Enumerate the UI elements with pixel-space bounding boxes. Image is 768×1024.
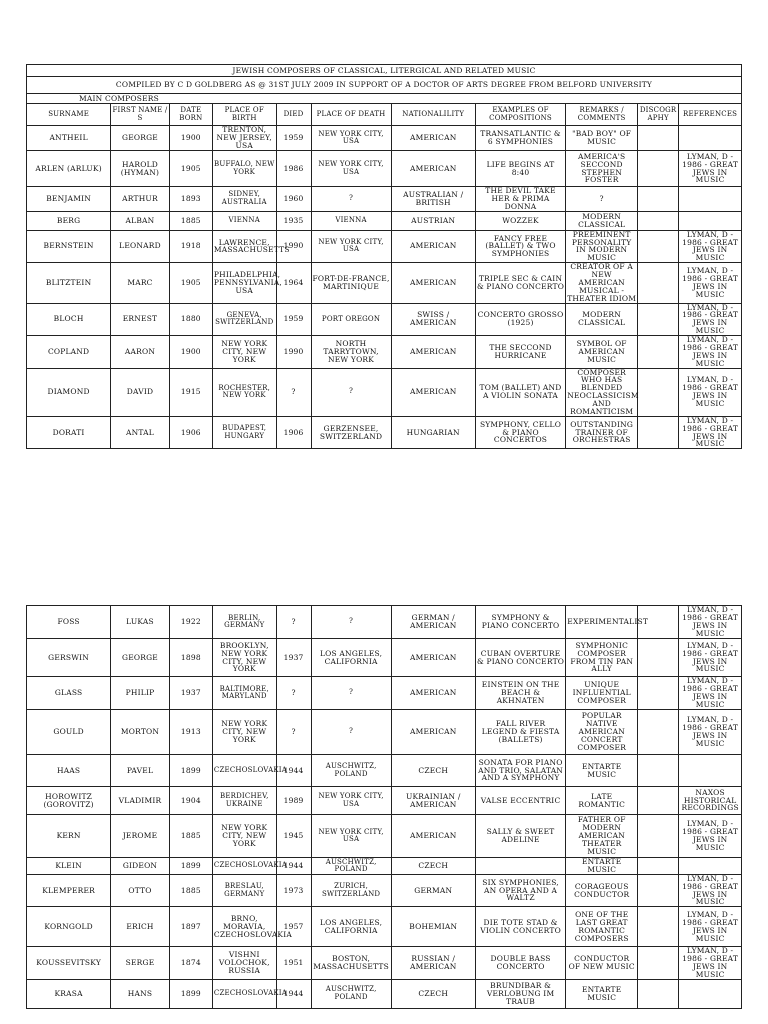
first-name-cell: LUKAS [111, 606, 170, 639]
first-name-cell: ERICH [111, 907, 170, 947]
references-cell: LYMAN, D - 1986 - GREAT JEWS IN MUSIC [679, 151, 742, 187]
place-of-birth-cell: PHILADELPHIA, PENNSYLVANIA, USA [212, 263, 276, 303]
references-cell [679, 979, 742, 1008]
date-born-cell: 1897 [169, 907, 212, 947]
nationality-cell: AUSTRIAN [391, 211, 475, 230]
references-cell: LYMAN, D - 1986 - GREAT JEWS IN MUSIC [679, 947, 742, 980]
remarks-cell: ? [566, 187, 638, 212]
remarks-cell: MODERN CLASSICAL [566, 211, 638, 230]
discography-cell [638, 677, 679, 710]
date-born-cell: 1937 [169, 677, 212, 710]
surname-cell: FOSS [27, 606, 111, 639]
died-cell: 1945 [276, 815, 311, 858]
first-name-cell: LEONARD [111, 230, 170, 263]
surname-cell: BLITZTEIN [27, 263, 111, 303]
place-of-birth-cell: NEW YORK CITY, NEW YORK [212, 815, 276, 858]
date-born-cell: 1885 [169, 874, 212, 907]
date-born-cell: 1918 [169, 230, 212, 263]
nationality-cell: AMERICAN [391, 126, 475, 151]
table-row [27, 874, 742, 907]
table-row [27, 979, 742, 1008]
place-of-birth-cell: TRENTON, NEW JERSEY, USA [212, 126, 276, 151]
compiled-by-line: COMPILED BY C D GOLDBERG AS @ 31ST JULY 2009 IN SUPPORT OF A DOCTOR OF ARTS DEGREE FROM BELFORD UNIVERSITY [27, 77, 742, 94]
discography-cell [638, 639, 679, 677]
header-examples: EXAMPLES OF COMPOSITIONS [475, 104, 565, 126]
died-cell: 1990 [276, 336, 311, 369]
first-name-cell: OTTO [111, 874, 170, 907]
examples-cell: TRIPLE SEC & CAIN & PIANO CONCERTO [475, 263, 565, 303]
place-of-birth-cell: CZECHOSLOVAKIA [212, 979, 276, 1008]
table-row [27, 151, 742, 187]
first-name-cell: ALBAN [111, 211, 170, 230]
first-name-cell: PHILIP [111, 677, 170, 710]
nationality-cell: AMERICAN [391, 336, 475, 369]
nationality-cell: SWISS / AMERICAN [391, 303, 475, 336]
died-cell: 1960 [276, 187, 311, 212]
examples-cell: DOUBLE BASS CONCERTO [475, 947, 565, 980]
first-name-cell: SERGE [111, 947, 170, 980]
table-body-page-2 [27, 606, 742, 1009]
place-of-death-cell: NEW YORK CITY, USA [311, 230, 391, 263]
header-place-of-death: PLACE OF DEATH [311, 104, 391, 126]
place-of-death-cell: ? [311, 710, 391, 755]
remarks-cell: CORAGEOUS CONDUCTOR [566, 874, 638, 907]
surname-cell: GLASS [27, 677, 111, 710]
nationality-cell: CZECH [391, 979, 475, 1008]
remarks-cell: EXPERIMENTALIST [566, 606, 638, 639]
place-of-death-cell: LOS ANGELES, CALIFORNIA [311, 639, 391, 677]
table-row [27, 303, 742, 336]
surname-cell: KRASA [27, 979, 111, 1008]
died-cell: 1957 [276, 907, 311, 947]
surname-cell: BERNSTEIN [27, 230, 111, 263]
examples-cell: WOZZEK [475, 211, 565, 230]
place-of-birth-cell: CZECHOSLOVAKIA [212, 755, 276, 787]
nationality-cell: AMERICAN [391, 677, 475, 710]
place-of-death-cell: NEW YORK CITY, USA [311, 126, 391, 151]
place-of-birth-cell: BRNO, MORAVIA, CZECHOSLOVAKIA [212, 907, 276, 947]
references-cell [679, 187, 742, 212]
nationality-cell: CZECH [391, 755, 475, 787]
remarks-cell: PREEMINENT PERSONALITY IN MODERN MUSIC [566, 230, 638, 263]
place-of-death-cell: VIENNA [311, 211, 391, 230]
date-born-cell: 1893 [169, 187, 212, 212]
nationality-cell: RUSSIAN / AMERICAN [391, 947, 475, 980]
date-born-cell: 1899 [169, 858, 212, 875]
place-of-death-cell: ? [311, 677, 391, 710]
examples-cell: THE DEVIL TAKE HER & PRIMA DONNA [475, 187, 565, 212]
date-born-cell: 1885 [169, 815, 212, 858]
remarks-cell: ENTARTE MUSIC [566, 755, 638, 787]
table-row [27, 677, 742, 710]
references-cell: LYMAN, D - 1986 - GREAT JEWS IN MUSIC [679, 874, 742, 907]
references-cell [679, 858, 742, 875]
died-cell: 1935 [276, 211, 311, 230]
place-of-death-cell: NEW YORK CITY, USA [311, 815, 391, 858]
place-of-birth-cell: NEW YORK CITY, NEW YORK [212, 336, 276, 369]
surname-cell: ANTHEIL [27, 126, 111, 151]
nationality-cell: AMERICAN [391, 639, 475, 677]
discography-cell [638, 947, 679, 980]
examples-cell: TOM (BALLET) AND A VIOLIN SONATA [475, 368, 565, 416]
discography-cell [638, 979, 679, 1008]
place-of-death-cell: AUSCHWITZ, POLAND [311, 755, 391, 787]
references-cell: LYMAN, D - 1986 - GREAT JEWS IN MUSIC [679, 606, 742, 639]
date-born-cell: 1874 [169, 947, 212, 980]
remarks-cell: MODERN CLASSICAL [566, 303, 638, 336]
section-label: MAIN COMPOSERS [27, 94, 213, 104]
died-cell: 1959 [276, 126, 311, 151]
surname-cell: KERN [27, 815, 111, 858]
discography-cell [638, 211, 679, 230]
place-of-birth-cell: BUDAPEST, HUNGARY [212, 416, 276, 449]
examples-cell: TRANSATLANTIC & 6 SYMPHONIES [475, 126, 565, 151]
place-of-birth-cell: BUFFALO, NEW YORK [212, 151, 276, 187]
date-born-cell: 1898 [169, 639, 212, 677]
place-of-death-cell: GERZENSEE, SWITZERLAND [311, 416, 391, 449]
place-of-death-cell: ? [311, 187, 391, 212]
discography-cell [638, 710, 679, 755]
surname-cell: KLEMPERER [27, 874, 111, 907]
nationality-cell: UKRAINIAN / AMERICAN [391, 787, 475, 815]
table-row [27, 815, 742, 858]
discography-cell [638, 187, 679, 212]
examples-cell: EINSTEIN ON THE BEACH & AKHNATEN [475, 677, 565, 710]
nationality-cell: AMERICAN [391, 263, 475, 303]
place-of-death-cell: BOSTON, MASSACHUSETTS [311, 947, 391, 980]
died-cell: 1986 [276, 151, 311, 187]
place-of-birth-cell: CZECHOSLOVAKIA [212, 858, 276, 875]
examples-cell: SONATA FOR PIANO AND TRIO, SALATAN AND A SYMPHONY [475, 755, 565, 787]
examples-cell: CONCERTO GROSSO (1925) [475, 303, 565, 336]
remarks-cell: CREATOR OF A NEW AMERICAN MUSICAL - THEATER IDIOM [567, 262, 637, 303]
header-nationality: NATIONALILITY [391, 104, 475, 126]
header-remarks: REMARKS / COMMENTS [566, 104, 638, 126]
references-cell: LYMAN, D - 1986 - GREAT JEWS IN MUSIC [679, 303, 742, 336]
place-of-death-cell: AUSCHWITZ, POLAND [311, 979, 391, 1008]
examples-cell: VALSE ECCENTRIC [475, 787, 565, 815]
header-references: REFERENCES [679, 104, 742, 126]
place-of-birth-cell: SIDNEY, AUSTRALIA [212, 187, 276, 212]
date-born-cell: 1913 [169, 710, 212, 755]
remarks-cell: SYMBOL OF AMERICAN MUSIC [566, 336, 638, 369]
place-of-death-cell: NEW YORK CITY, USA [311, 151, 391, 187]
examples-cell: CUBAN OVERTURE & PIANO CONCERTO [475, 639, 565, 677]
discography-cell [638, 755, 679, 787]
remarks-cell: ENTARTE MUSIC [566, 858, 638, 875]
header-date-born: DATE BORN [169, 104, 212, 126]
surname-cell: BENJAMIN [27, 187, 111, 212]
examples-cell: SALLY & SWEET ADELINE [475, 815, 565, 858]
remarks-cell: FATHER OF MODERN AMERICAN THEATER MUSIC [566, 815, 638, 858]
remarks-cell: CONDUCTOR OF NEW MUSIC [566, 947, 638, 980]
first-name-cell: VLADIMIR [111, 787, 170, 815]
first-name-cell: ERNEST [111, 303, 170, 336]
date-born-cell: 1899 [169, 755, 212, 787]
died-cell: 1937 [276, 639, 311, 677]
first-name-cell: PAVEL [111, 755, 170, 787]
nationality-cell: AMERICAN [391, 151, 475, 187]
died-cell: 1944 [276, 755, 311, 787]
discography-cell [638, 907, 679, 947]
remarks-cell: SYMPHONIC COMPOSER FROM TIN PAN ALLY [566, 639, 638, 677]
references-cell: LYMAN, D - 1986 - GREAT JEWS IN MUSIC [679, 639, 742, 677]
discography-cell [638, 416, 679, 449]
place-of-birth-cell: BROOKLYN, NEW YORK CITY, NEW YORK [212, 639, 276, 677]
first-name-cell: GIDEON [111, 858, 170, 875]
first-name-cell: DAVID [111, 368, 170, 416]
examples-cell: FANCY FREE (BALLET) & TWO SYMPHONIES [475, 230, 565, 263]
date-born-cell: 1922 [169, 606, 212, 639]
first-name-cell: GEORGE [111, 126, 170, 151]
date-born-cell: 1905 [169, 263, 212, 303]
remarks-cell: "BAD BOY" OF MUSIC [566, 126, 638, 151]
date-born-cell: 1905 [169, 151, 212, 187]
place-of-birth-cell: VISHNI VOLOCHOK, RUSSIA [212, 947, 276, 980]
died-cell: 1973 [276, 874, 311, 907]
table-row [27, 858, 742, 875]
table-row [27, 126, 742, 151]
nationality-cell: AMERICAN [391, 815, 475, 858]
first-name-cell: ANTAL [111, 416, 170, 449]
discography-cell [638, 263, 679, 303]
references-cell: LYMAN, D - 1986 - GREAT JEWS IN MUSIC [679, 677, 742, 710]
first-name-cell: HANS [111, 979, 170, 1008]
surname-cell: BERG [27, 211, 111, 230]
header-died: DIED [276, 104, 311, 126]
first-name-cell: GEORGE [111, 639, 170, 677]
place-of-birth-cell: BERLIN, GERMANY [212, 606, 276, 639]
table-body-page-1 [27, 126, 742, 449]
date-born-cell: 1904 [169, 787, 212, 815]
died-cell: 1989 [276, 787, 311, 815]
header-surname: SURNAME [27, 104, 111, 126]
table-row [27, 907, 742, 947]
died-cell: ? [276, 677, 311, 710]
nationality-cell: AMERICAN [391, 368, 475, 416]
surname-cell: COPLAND [27, 336, 111, 369]
references-cell [679, 211, 742, 230]
remarks-cell: LATE ROMANTIC [566, 787, 638, 815]
table-row [27, 336, 742, 369]
discography-cell [638, 874, 679, 907]
date-born-cell: 1880 [169, 303, 212, 336]
surname-cell: DIAMOND [27, 368, 111, 416]
table-row [27, 947, 742, 980]
table-row [27, 211, 742, 230]
surname-cell: ARLEN (ARLUK) [27, 151, 111, 187]
surname-cell: HOROWITZ (GOROVITZ) [27, 787, 111, 815]
references-cell: LYMAN, D - 1986 - GREAT JEWS IN MUSIC [679, 230, 742, 263]
discography-cell [638, 858, 679, 875]
discography-cell [638, 303, 679, 336]
date-born-cell: 1900 [169, 126, 212, 151]
table-row [27, 416, 742, 449]
first-name-cell: MORTON [111, 710, 170, 755]
examples-cell: LIFE BEGINS AT 8:40 [475, 151, 565, 187]
header-first-name: FIRST NAME / S [111, 104, 170, 126]
place-of-death-cell: NEW YORK CITY, USA [311, 787, 391, 815]
nationality-cell: GERMAN [391, 874, 475, 907]
place-of-death-cell: NORTH TARRYTOWN, NEW YORK [311, 336, 391, 369]
examples-cell: DIE TOTE STAD & VIOLIN CONCERTO [475, 907, 565, 947]
date-born-cell: 1906 [169, 416, 212, 449]
surname-cell: DORATI [27, 416, 111, 449]
surname-cell: KOUSSEVITSKY [27, 947, 111, 980]
nationality-cell: BOHEMIAN [391, 907, 475, 947]
surname-cell: GERSWIN [27, 639, 111, 677]
place-of-birth-cell: LAWRENCE, MASSACHUSETTS [212, 230, 276, 263]
examples-cell: THE SECCOND HURRICANE [475, 336, 565, 369]
died-cell: ? [276, 606, 311, 639]
discography-cell [638, 787, 679, 815]
examples-cell [475, 858, 565, 875]
place-of-death-cell: LOS ANGELES, CALIFORNIA [311, 907, 391, 947]
table-row [27, 787, 742, 815]
first-name-cell: MARC [111, 263, 170, 303]
references-cell [679, 126, 742, 151]
table-row [27, 187, 742, 212]
died-cell: 1951 [276, 947, 311, 980]
table-row [27, 639, 742, 677]
table-row [27, 710, 742, 755]
table-row [27, 755, 742, 787]
place-of-birth-cell: NEW YORK CITY, NEW YORK [212, 710, 276, 755]
place-of-birth-cell: BRESLAU, GERMANY [212, 874, 276, 907]
place-of-birth-cell: BALTIMORE, MARYLAND [212, 677, 276, 710]
table-row [27, 230, 742, 263]
discography-cell [638, 230, 679, 263]
references-cell: NAXOS HISTORICAL RECORDINGS [679, 787, 742, 815]
surname-cell: BLOCH [27, 303, 111, 336]
references-cell: LYMAN, D - 1986 - GREAT JEWS IN MUSIC [679, 710, 742, 755]
references-cell [679, 755, 742, 787]
place-of-birth-cell: GENEVA, SWITZERLAND [212, 303, 276, 336]
examples-cell: SYMPHONY & PIANO CONCERTO [475, 606, 565, 639]
discography-cell [638, 815, 679, 858]
place-of-death-cell: ? [311, 606, 391, 639]
remarks-cell: ENTARTE MUSIC [566, 979, 638, 1008]
date-born-cell: 1900 [169, 336, 212, 369]
remarks-cell: POPULAR NATIVE AMERICAN CONCERT COMPOSER [566, 710, 638, 755]
discography-cell [638, 126, 679, 151]
header-place-of-birth: PLACE OF BIRTH [212, 104, 276, 126]
table-row [27, 368, 742, 416]
composers-table-page-1 [26, 64, 742, 449]
first-name-cell: JEROME [111, 815, 170, 858]
died-cell: 1944 [276, 858, 311, 875]
table-row [27, 263, 742, 303]
place-of-birth-cell: VIENNA [212, 211, 276, 230]
discography-cell [638, 368, 679, 416]
references-cell: LYMAN, D - 1986 - GREAT JEWS IN MUSIC [679, 907, 742, 947]
discography-cell [638, 151, 679, 187]
references-cell: LYMAN, D - 1986 - GREAT JEWS IN MUSIC [679, 815, 742, 858]
nationality-cell: AMERICAN [391, 710, 475, 755]
remarks-cell: OUTSTANDING TRAINER OF ORCHESTRAS [566, 416, 638, 449]
died-cell: 1959 [276, 303, 311, 336]
examples-cell: SYMPHONY, CELLO & PIANO CONCERTOS [475, 416, 565, 449]
place-of-death-cell: ? [311, 368, 391, 416]
nationality-cell: AMERICAN [391, 230, 475, 263]
died-cell: ? [276, 368, 311, 416]
surname-cell: HAAS [27, 755, 111, 787]
date-born-cell: 1915 [169, 368, 212, 416]
remarks-cell: AMERICA'S SECCOND STEPHEN FOSTER [566, 151, 638, 187]
examples-cell: SIX SYMPHONIES, AN OPERA AND A WALTZ [475, 874, 565, 907]
header-row [27, 104, 742, 126]
died-cell: 1964 [276, 263, 311, 303]
header-discography: DISCOGR APHY [638, 104, 679, 126]
references-cell: LYMAN, D - 1986 - GREAT JEWS IN MUSIC [679, 336, 742, 369]
nationality-cell: GERMAN / AMERICAN [391, 606, 475, 639]
place-of-birth-cell: ROCHESTER, NEW YORK [212, 368, 276, 416]
date-born-cell: 1885 [169, 211, 212, 230]
first-name-cell: ARTHUR [111, 187, 170, 212]
place-of-death-cell: ZURICH, SWITZERLAND [311, 874, 391, 907]
table-row [27, 606, 742, 639]
remarks-cell: ONE OF THE LAST GREAT ROMANTIC COMPOSERS [566, 907, 638, 947]
discography-cell [638, 336, 679, 369]
died-cell: 1944 [276, 979, 311, 1008]
surname-cell: KORNGOLD [27, 907, 111, 947]
composers-table-page-2 [26, 605, 742, 1009]
date-born-cell: 1899 [169, 979, 212, 1008]
references-cell: LYMAN, D - 1986 - GREAT JEWS IN MUSIC [679, 416, 742, 449]
document-title: JEWISH COMPOSERS OF CLASSICAL, LITERGICAL AND RELATED MUSIC [27, 65, 742, 77]
section-label-filler [212, 94, 741, 104]
died-cell: ? [276, 710, 311, 755]
nationality-cell: AUSTRALIAN / BRITISH [391, 187, 475, 212]
nationality-cell: CZECH [391, 858, 475, 875]
died-cell: 1906 [276, 416, 311, 449]
references-cell: LYMAN, D - 1986 - GREAT JEWS IN MUSIC [679, 368, 742, 416]
first-name-cell: AARON [111, 336, 170, 369]
died-cell: 1990 [276, 230, 311, 263]
references-cell: LYMAN, D - 1986 - GREAT JEWS IN MUSIC [679, 263, 742, 303]
place-of-death-cell: FORT-DE-FRANCE, MARTINIQUE [311, 263, 391, 303]
examples-cell: FALL RIVER LEGEND & FIESTA (BALLETS) [475, 710, 565, 755]
surname-cell: GOULD [27, 710, 111, 755]
remarks-cell: COMPOSER WHO HAS BLENDED NEOCLASSICISM AND ROMANTICISM [567, 367, 639, 416]
first-name-cell: HAROLD (HYMAN) [111, 151, 170, 187]
remarks-cell: UNIQUE INFLUENTIAL COMPOSER [566, 677, 638, 710]
place-of-death-cell: AUSCHWITZ, POLAND [311, 858, 391, 875]
place-of-birth-cell: BERDICHEV, UKRAINE [212, 787, 276, 815]
place-of-death-cell: PORT OREGON [311, 303, 391, 336]
surname-cell: KLEIN [27, 858, 111, 875]
nationality-cell: HUNGARIAN [391, 416, 475, 449]
examples-cell: BRUNDIBAR & VERLOBUNG IM TRAUB [475, 979, 565, 1008]
